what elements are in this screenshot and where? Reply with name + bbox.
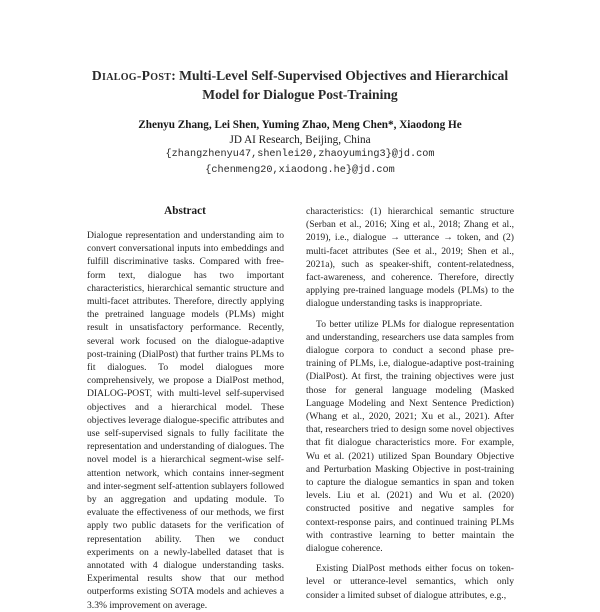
abstract-column [87, 229, 284, 612]
abstract-heading: Abstract [164, 205, 206, 217]
title-line1: : Multi-Level Self-Supervised Objectives and Hierarchical [171, 68, 509, 83]
body-paragraph-2: To better utilize PLMs for dialogue representation and understanding, researchers use data samples from dialogue corpora to conduct a second phase pre-training of PLMs, i.e, dialogue-adaptive post-training (DialPost). At first, the training objectives were just those for general language modeling (Masked Language Modeling and Next Sentence Prediction) (Whang et al., 2020, 2021; Xu et al., 2021). After that, researchers tried to design some novel objectives that fit dialogue characteristics more. For example, Wu et al. (2021) utilized Span Boundary Objective and Perturbation Masking Objective in post-training to capture the dialogue semantics in span and token levels. Liu et al. (2021) and Wu et al. (2020) constructed positive and negative samples for context-response pairs, and continued training PLMs with contrastive learning to better maintain the dialogue coherence. [306, 318, 514, 555]
body-paragraph-1: characteristics: (1) hierarchical semantic structure (Serban et al., 2016; Xing et al., 2018; Zhang et al., 2019), i.e., dialogue → utterance → token, and (2) multi-facet attributes (See et al., 2019; Shen et al., 2021a), such as speaker-shift, content-relatedness, fact-awareness, and coherence. Therefore, directly applying pre-trained language models (PLMs) to the dialogue understanding tasks is inappropriate. [306, 206, 514, 310]
author-list: Zhenyu Zhang, Lei Shen, Yuming Zhao, Meng Chen*, Xiaodong He [138, 119, 462, 131]
body-paragraph-3: Existing DialPost methods either focus on token-level or utterance-level semantics, which only consider a limited subset of dialogue attributes, e.g., [306, 563, 514, 601]
title-line2: Model for Dialogue Post-Training [202, 87, 398, 102]
email-line-1: {zhangzhenyu47,shenlei20,zhaoyuming3}@jd.com [165, 149, 435, 160]
abstract-text: Dialogue representation and understanding aim to convert conversational inputs into embeddings and fulfill discriminative tasks. Compared with free-form text, dialogue has two important characteristics, hierarchical semantic structure and multi-facet attributes. Therefore, directly applying the pretrained language models (PLMs) might result in unsatisfactory performance. Recently, several work focused on the dialogue-adaptive post-training (DialPost) that further trains PLMs to fit dialogues. To model dialogues more comprehensively, we propose a DialPost method, DIALOG-POST, with multi-level self-supervised objectives and a hierarchical model. These objectives leverage dialogue-specific attributes and use self-supervised signals to fully facilitate the representation and understanding of dialogues. The novel model is a hierarchical segment-wise self-attention network, which contains inner-segment and inter-segment self-attention sublayers followed by an aggregation and updating module. To evaluate the effectiveness of our methods, we first apply two public datasets for the verification of representation ability. Then we conduct experiments on a newly-labelled dataset that is annotated with 4 dialogue understanding tasks. Experimental results show that our method outperforms existing SOTA models and achieves a 3.3% improvement on average. [87, 230, 284, 611]
title-method-name: Dialog-Post [91, 68, 172, 83]
email-line-2: {chenmeng20,xiaodong.he}@jd.com [205, 165, 395, 176]
body-column-right [306, 205, 514, 609]
paper-title [40, 66, 560, 104]
affiliation: JD AI Research, Beijing, China [229, 134, 371, 146]
